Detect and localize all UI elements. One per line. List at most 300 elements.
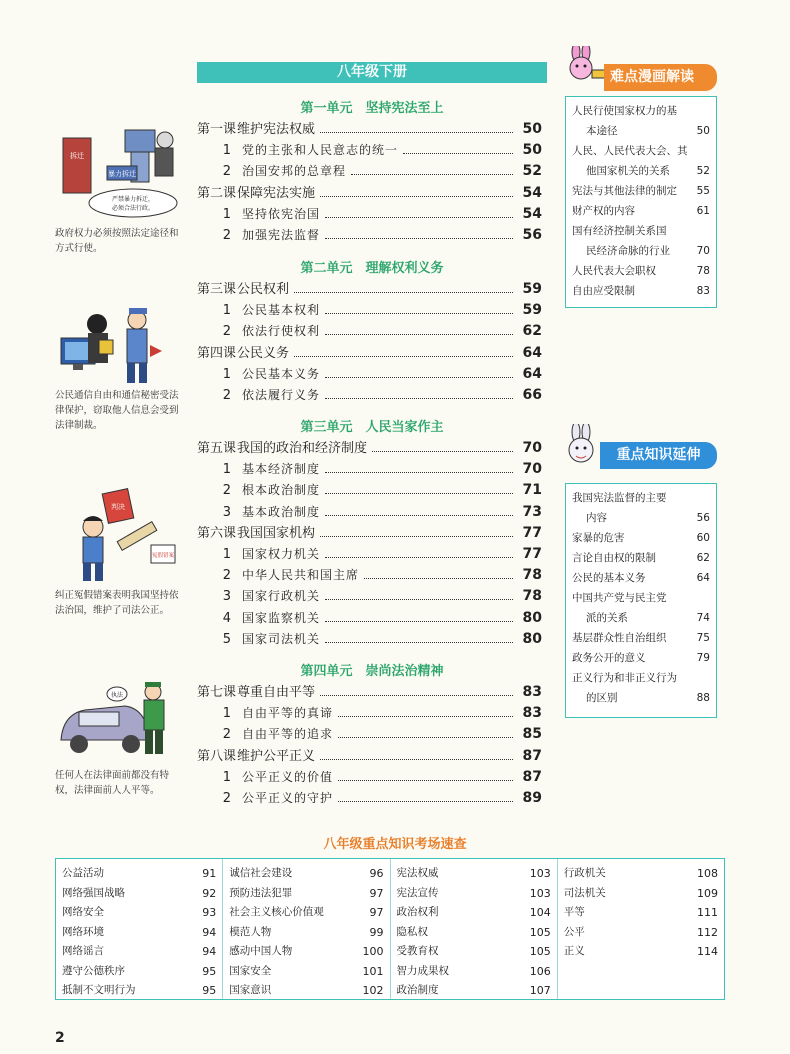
toc-number: 2	[222, 791, 231, 806]
toc-section-row[interactable]	[197, 786, 542, 806]
illustration-demolition	[55, 118, 180, 223]
toc-section-row[interactable]	[197, 606, 542, 626]
panel-item-page	[688, 588, 710, 608]
illus3-label-b: 冤假错案	[151, 553, 175, 559]
bottom-section-title: 八年级重点知识考场速查	[323, 837, 467, 852]
panel-item-text: 家暴的危害	[572, 532, 625, 544]
quick-lookup-term: 政治制度	[396, 984, 439, 996]
toc-section-row[interactable]	[197, 138, 542, 158]
toc-number: 2	[222, 228, 231, 243]
quick-lookup-term: 受教育权	[396, 945, 439, 957]
panel-item-text: 的区别	[586, 692, 618, 704]
toc-page: 70	[522, 440, 542, 456]
quick-lookup-term: 宪法宣传	[396, 886, 439, 899]
unit-title: 第四单元 崇尚法治精神	[300, 664, 444, 679]
panel-item-text: 本途径	[586, 125, 618, 137]
panel-item-text: 派的关系	[586, 612, 628, 624]
toc-leader-dots	[338, 716, 513, 717]
caption-1: 政府权力必须按照法定途径和方式行使。	[55, 228, 179, 254]
panel-item-text: 我国宪法监督的主要	[572, 492, 667, 504]
quick-lookup-term: 网络谣言	[62, 945, 104, 957]
quick-lookup-column	[56, 859, 223, 999]
toc-number: 1	[222, 769, 231, 785]
toc-leader-dots	[351, 174, 513, 175]
quick-lookup-grid	[55, 858, 725, 1000]
toc-page: 70	[522, 461, 542, 478]
toc-number: 4	[222, 610, 231, 626]
quick-lookup-term: 正义	[563, 945, 585, 957]
toc-number: 2	[222, 568, 231, 584]
toc-page: 54	[522, 205, 542, 222]
toc-section-row[interactable]	[197, 362, 542, 382]
quick-lookup-item[interactable]	[397, 903, 551, 923]
quick-lookup-page: 112	[697, 925, 718, 939]
toc-leader-dots	[325, 217, 513, 218]
toc-title: 加强宪法监督	[242, 228, 321, 242]
toc-lesson-row[interactable]	[197, 341, 542, 361]
quick-lookup-term: 诚信社会建设	[229, 867, 293, 879]
toc-leader-dots	[403, 153, 513, 154]
toc-page: 56	[522, 227, 542, 243]
quick-lookup-term: 网络安全	[62, 906, 104, 918]
toc-title: 自由平等的真谛	[242, 706, 334, 721]
toc-leader-dots	[364, 578, 513, 579]
illus4-label: 执法	[110, 692, 124, 699]
quick-lookup-term: 行政机关	[563, 867, 606, 879]
quick-lookup-column	[558, 859, 724, 999]
toc-leader-dots	[325, 472, 513, 473]
illustration-privacy	[55, 300, 180, 388]
toc-page: 71	[522, 482, 542, 499]
quick-lookup-item[interactable]	[229, 942, 383, 962]
toc-title: 国家监察机关	[242, 610, 321, 625]
unit-title: 第一单元 坚持宪法至上	[300, 101, 444, 116]
toc-title: 国家权力机关	[242, 547, 321, 561]
caption-2: 公民通信自由和通信秘密受法律保护，窃取他人信息会受到法律制裁。	[55, 390, 179, 431]
panel-item[interactable]	[572, 201, 710, 221]
quick-lookup-term: 政治权利	[396, 906, 439, 918]
quick-lookup-page: 97	[369, 906, 384, 919]
panel-item-page: 60	[696, 532, 710, 544]
toc-number: 第五课	[197, 441, 237, 456]
toc-section-row[interactable]	[197, 319, 542, 339]
toc-section-row[interactable]	[197, 765, 542, 785]
toc-title: 公民基本义务	[242, 366, 321, 381]
quick-lookup-item[interactable]	[229, 884, 383, 904]
toc-title: 公民基本权利	[242, 303, 321, 318]
quick-lookup-page: 95	[202, 984, 217, 997]
quick-lookup-term: 国家意识	[229, 984, 272, 996]
toc-page: 64	[522, 344, 542, 361]
panel-item[interactable]	[572, 281, 710, 301]
toc-section-row[interactable]	[197, 563, 542, 583]
quick-lookup-column	[391, 859, 558, 999]
panel-item-page	[688, 488, 710, 508]
quick-lookup-page: 103	[529, 886, 551, 900]
grade-header: 八年级下册	[197, 62, 547, 83]
quick-lookup-page: 105	[529, 925, 551, 939]
quick-lookup-term: 预防违法犯罪	[229, 886, 293, 899]
illus1-label-b: 暴力拆迁	[108, 170, 136, 178]
quick-lookup-page: 96	[369, 867, 384, 880]
quick-lookup-page: 97	[369, 886, 384, 900]
toc-title: 根本政治制度	[242, 483, 321, 498]
toc-number: 1	[222, 143, 231, 159]
toc-page: 54	[522, 184, 542, 201]
toc-leader-dots	[320, 196, 513, 197]
panel-item-page: 56	[696, 512, 710, 524]
quick-lookup-item[interactable]	[397, 884, 551, 904]
panel-item[interactable]	[572, 508, 710, 528]
toc-page: 83	[522, 705, 542, 722]
panel-item[interactable]	[572, 161, 710, 181]
toc-title: 我国国家机构	[237, 525, 316, 541]
panel-item-page	[688, 141, 710, 161]
toc-title: 维护公平正义	[237, 748, 316, 764]
toc-page: 83	[522, 684, 542, 700]
panel-item-page: 78	[696, 265, 710, 277]
toc-leader-dots	[325, 238, 513, 239]
quick-lookup-term: 网络强国战略	[62, 886, 125, 899]
quick-lookup-item[interactable]	[564, 923, 718, 943]
toc-lesson-row[interactable]	[197, 277, 542, 297]
toc-lesson-row[interactable]	[197, 680, 542, 700]
toc-number: 2	[222, 164, 231, 180]
toc-section-row[interactable]	[197, 701, 542, 721]
toc-section-row[interactable]	[197, 627, 542, 647]
panel-item-page	[688, 101, 710, 121]
panel-item-page: 50	[696, 125, 710, 137]
quick-lookup-page: 103	[529, 867, 551, 880]
quick-lookup-page: 93	[202, 906, 217, 919]
toc-lesson-row[interactable]	[197, 181, 542, 201]
panel-item[interactable]	[572, 568, 710, 588]
toc-lesson-row[interactable]	[197, 436, 542, 456]
toc-leader-dots	[320, 536, 513, 537]
quick-lookup-page: 106	[529, 964, 551, 978]
toc-title: 公平正义的价值	[242, 769, 334, 784]
panel-item-text: 他国家机关的关系	[586, 165, 670, 177]
toc-lesson-row[interactable]	[197, 117, 542, 137]
caption-4: 任何人在法律面前都没有特权，法律面前人人平等。	[55, 770, 170, 796]
toc-title: 公民义务	[237, 345, 290, 361]
quick-lookup-term: 国家安全	[229, 964, 272, 977]
panel-knowledge-list	[565, 483, 717, 718]
quick-lookup-item[interactable]	[564, 903, 718, 923]
toc-number: 第七课	[197, 685, 237, 700]
panel-item[interactable]	[572, 608, 710, 628]
quick-lookup-page: 102	[362, 984, 384, 997]
panel-item[interactable]	[572, 548, 710, 568]
panel-item-text: 基层群众性自治组织	[572, 632, 667, 644]
toc-page: 80	[522, 630, 542, 647]
quick-lookup-page: 114	[697, 945, 718, 958]
toc-leader-dots	[325, 599, 513, 600]
panel-item-page: 64	[696, 572, 710, 584]
toc-leader-dots	[325, 557, 513, 558]
toc-title: 依法行使权利	[242, 324, 321, 339]
panel-item[interactable]	[572, 488, 710, 508]
quick-lookup-item[interactable]	[62, 923, 216, 943]
toc-leader-dots	[320, 695, 513, 696]
quick-lookup-page: 101	[362, 964, 384, 978]
panel-item-text: 人民代表大会职权	[572, 265, 656, 277]
toc-page: 85	[522, 726, 542, 743]
toc-title: 自由平等的追求	[242, 727, 334, 742]
toc-number: 第二课	[197, 185, 237, 201]
panel-item-page: 70	[696, 245, 710, 257]
toc-section-row[interactable]	[197, 722, 542, 742]
toc-number: 1	[222, 706, 231, 722]
toc-title: 依法履行义务	[242, 388, 321, 402]
quick-lookup-term: 遵守公德秩序	[62, 964, 125, 977]
panel-item-text: 公民的基本义务	[572, 572, 646, 584]
panel-item-page: 79	[696, 652, 710, 664]
toc-number: 第四课	[197, 345, 237, 361]
toc-section-row[interactable]	[197, 457, 542, 477]
panel-comics-header	[604, 64, 717, 91]
toc-section-row[interactable]	[197, 584, 542, 604]
quick-lookup-item[interactable]	[397, 864, 551, 884]
quick-lookup-page: 108	[697, 867, 718, 880]
toc-number: 2	[222, 727, 231, 743]
quick-lookup-item[interactable]	[62, 942, 216, 962]
toc-leader-dots	[325, 377, 513, 378]
toc-leader-dots	[372, 451, 513, 452]
quick-lookup-page: 94	[202, 945, 217, 958]
illus3-label-a: 判决	[111, 503, 125, 511]
quick-lookup-term: 司法机关	[563, 886, 606, 899]
panel-item-text: 正义行为和非正义行为	[572, 672, 677, 684]
panel-item-text: 财产权的内容	[572, 205, 635, 217]
panel-item[interactable]	[572, 628, 710, 648]
panel-item-page: 75	[696, 632, 710, 644]
quick-lookup-item[interactable]	[62, 981, 216, 1001]
quick-lookup-item[interactable]	[62, 864, 216, 884]
toc-section-row[interactable]	[197, 202, 542, 222]
panel-item[interactable]	[572, 588, 710, 608]
toc-page: 77	[522, 524, 542, 541]
quick-lookup-item[interactable]	[397, 942, 551, 962]
toc-title: 公平正义的守护	[242, 791, 334, 805]
panel-item-text: 政务公开的意义	[572, 652, 646, 664]
toc-page: 78	[522, 567, 542, 584]
quick-lookup-term: 模范人物	[229, 925, 272, 938]
panel-item-text: 中国共产党与民主党	[572, 592, 667, 604]
quick-lookup-term: 智力成果权	[396, 964, 449, 977]
panel-item[interactable]	[572, 261, 710, 281]
toc-leader-dots	[325, 398, 513, 399]
toc-page: 87	[522, 768, 542, 785]
quick-lookup-item[interactable]	[229, 903, 383, 923]
toc-number: 第三课	[197, 282, 237, 297]
toc-leader-dots	[338, 737, 513, 738]
toc-number: 2	[222, 324, 231, 340]
panel-item-page: 88	[696, 692, 710, 704]
toc-title: 我国的政治和经济制度	[237, 441, 368, 456]
toc-title: 保障宪法实施	[237, 185, 316, 201]
toc-title: 基本经济制度	[242, 462, 321, 477]
toc-number: 1	[222, 303, 231, 319]
quick-lookup-page: 92	[202, 886, 217, 900]
panel-knowledge-title: 重点知识延伸	[616, 447, 701, 463]
panel-item-text: 人民行使国家权力的基	[572, 105, 677, 117]
illustration-justice	[55, 487, 180, 585]
quick-lookup-term: 公平	[563, 925, 585, 938]
panel-item[interactable]	[572, 141, 710, 161]
panel-knowledge-header	[600, 442, 717, 469]
page-number: 2	[55, 1030, 65, 1046]
quick-lookup-item[interactable]	[397, 923, 551, 943]
panel-comics-list	[565, 96, 717, 308]
quick-lookup-item[interactable]	[564, 884, 718, 904]
panel-item-text: 宪法与其他法律的制定	[572, 185, 677, 197]
toc-leader-dots	[325, 642, 513, 643]
toc-section-row[interactable]	[197, 500, 542, 520]
toc-page: 59	[522, 302, 542, 319]
toc-title: 国家行政机关	[242, 589, 321, 604]
toc-page: 77	[522, 546, 542, 562]
quick-lookup-term: 网络环境	[62, 925, 104, 938]
quick-lookup-item[interactable]	[229, 962, 383, 982]
toc-number: 3	[222, 504, 231, 520]
quick-lookup-item[interactable]	[62, 962, 216, 982]
panel-item-text: 人民、人民代表大会、其	[572, 145, 688, 157]
quick-lookup-item[interactable]	[564, 864, 718, 884]
toc-page: 73	[522, 503, 542, 520]
toc-number: 5	[222, 631, 231, 647]
toc-leader-dots	[320, 132, 513, 133]
toc-number: 2	[222, 483, 231, 499]
quick-lookup-item[interactable]	[397, 962, 551, 982]
quick-lookup-item[interactable]	[229, 864, 383, 884]
toc-leader-dots	[325, 515, 513, 516]
panel-item[interactable]	[572, 688, 710, 708]
toc-number: 1	[222, 206, 231, 222]
quick-lookup-item[interactable]	[229, 923, 383, 943]
toc-leader-dots	[294, 356, 513, 357]
toc-number: 第一课	[197, 122, 237, 137]
toc-number: 2	[222, 388, 231, 403]
panel-item[interactable]	[572, 101, 710, 121]
quick-lookup-page: 94	[202, 925, 217, 939]
toc-page: 87	[522, 747, 542, 764]
quick-lookup-page: 111	[697, 906, 718, 919]
toc-page: 50	[522, 121, 542, 137]
toc-section-row[interactable]	[197, 542, 542, 562]
panel-item-page: 55	[696, 185, 710, 197]
quick-lookup-page: 99	[369, 925, 384, 939]
toc-page: 50	[522, 142, 542, 159]
panel-item[interactable]	[572, 528, 710, 548]
quick-lookup-term: 社会主义核心价值观	[229, 906, 324, 918]
toc-title: 公民权利	[237, 282, 290, 297]
toc-leader-dots	[294, 292, 513, 293]
panel-item[interactable]	[572, 181, 710, 201]
quick-lookup-page: 95	[202, 964, 217, 978]
panel-comics-title: 难点漫画解读	[610, 69, 694, 85]
toc-leader-dots	[325, 493, 513, 494]
toc-lesson-row[interactable]	[197, 521, 542, 541]
caption-3: 纠正冤假错案表明我国坚持依法治国，维护了司法公正。	[55, 590, 179, 616]
panel-item[interactable]	[572, 241, 710, 261]
toc-page: 80	[522, 609, 542, 626]
toc-page: 89	[522, 790, 542, 806]
quick-lookup-item[interactable]	[62, 903, 216, 923]
svg-text:必须合法行政。: 必须合法行政。	[111, 205, 155, 212]
toc-section-row[interactable]	[197, 159, 542, 179]
toc-section-row[interactable]	[197, 383, 542, 403]
illustration-equality	[55, 680, 180, 760]
toc-leader-dots	[325, 334, 513, 335]
panel-item[interactable]	[572, 121, 710, 141]
panel-item-text: 自由应受限制	[572, 285, 635, 297]
quick-lookup-page: 105	[529, 945, 551, 958]
panel-item-page: 74	[696, 612, 710, 624]
toc-title: 中华人民共和国主席	[242, 568, 360, 583]
panel-item[interactable]	[572, 668, 710, 688]
panel-item-page: 52	[696, 165, 710, 177]
toc-title: 基本政治制度	[242, 504, 321, 519]
toc-number: 第六课	[197, 525, 237, 541]
quick-lookup-item[interactable]	[564, 942, 718, 962]
toc-title: 党的主张和人民意志的统一	[242, 143, 399, 158]
panel-item-text: 国有经济控制关系国	[572, 225, 667, 237]
toc-leader-dots	[338, 801, 513, 802]
toc-section-row[interactable]	[197, 223, 542, 243]
toc-title: 国家司法机关	[242, 631, 321, 646]
toc-lesson-row[interactable]	[197, 744, 542, 764]
quick-lookup-item[interactable]	[397, 981, 551, 1001]
toc-leader-dots	[338, 780, 513, 781]
toc-title: 坚持依宪治国	[242, 206, 321, 221]
quick-lookup-term: 隐私权	[396, 925, 428, 938]
quick-lookup-page: 100	[362, 945, 384, 958]
panel-item-page: 83	[696, 285, 710, 297]
quick-lookup-term: 抵制不文明行为	[62, 984, 136, 996]
panel-item-page	[688, 668, 710, 688]
toc-page: 78	[522, 588, 542, 605]
quick-lookup-page: 107	[529, 984, 551, 997]
quick-lookup-page: 91	[202, 867, 217, 880]
toc-page: 52	[522, 163, 542, 180]
panel-item-page	[688, 221, 710, 241]
toc-section-row[interactable]	[197, 478, 542, 498]
toc-leader-dots	[325, 313, 513, 314]
panel-item-page: 62	[696, 552, 710, 564]
toc-leader-dots	[325, 621, 513, 622]
panel-item-page: 61	[696, 205, 710, 217]
illus1-label-a: 拆迁	[70, 152, 84, 160]
toc-number: 3	[222, 589, 231, 605]
toc-page: 66	[522, 387, 542, 403]
panel-item-text: 民经济命脉的行业	[586, 245, 670, 257]
toc-leader-dots	[320, 759, 513, 760]
panel-item[interactable]	[572, 221, 710, 241]
toc-number: 1	[222, 547, 231, 562]
toc-number: 1	[222, 462, 231, 478]
quick-lookup-item[interactable]	[62, 884, 216, 904]
toc-page: 62	[522, 323, 542, 340]
panel-item[interactable]	[572, 648, 710, 668]
toc-number: 1	[222, 366, 231, 382]
quick-lookup-column	[223, 859, 390, 999]
quick-lookup-term: 感动中国人物	[229, 945, 293, 957]
toc-section-row[interactable]	[197, 298, 542, 318]
toc-title: 尊重自由平等	[237, 685, 316, 700]
toc-title: 治国安邦的总章程	[242, 164, 347, 179]
quick-lookup-item[interactable]	[229, 981, 383, 1001]
